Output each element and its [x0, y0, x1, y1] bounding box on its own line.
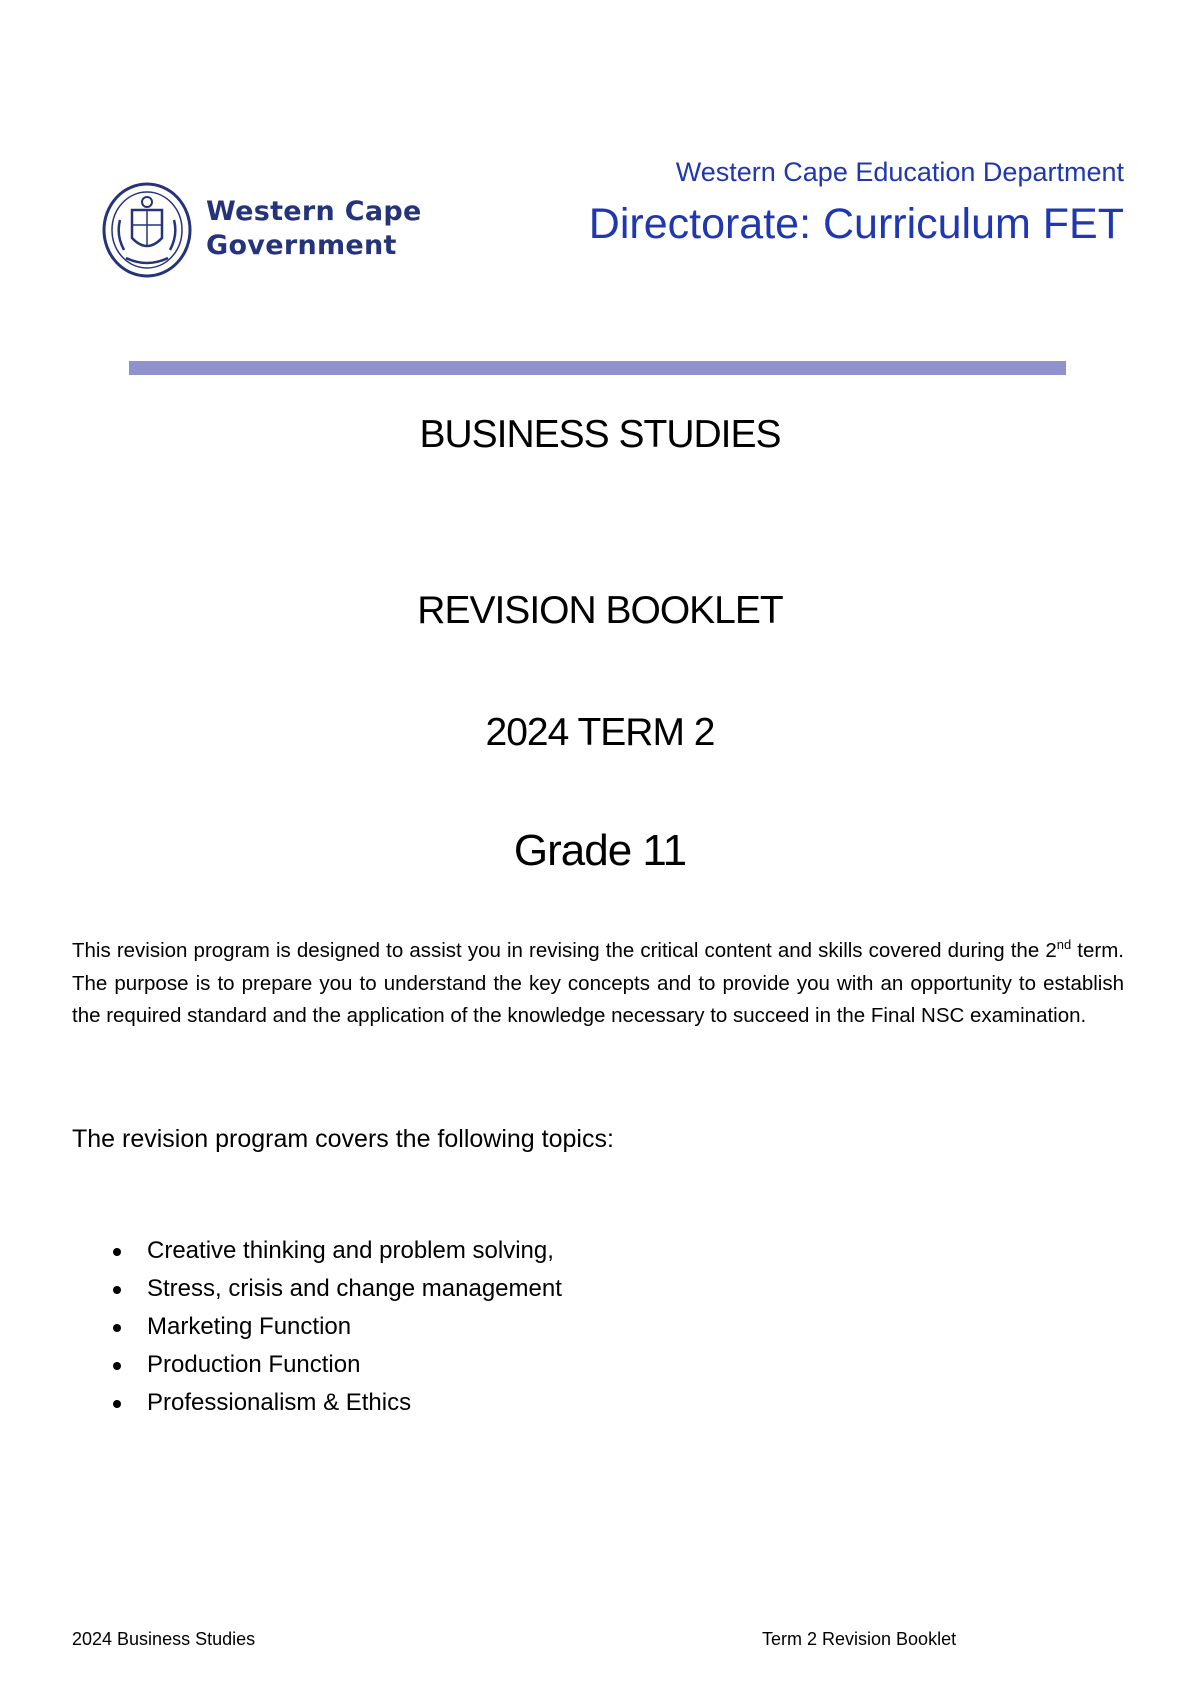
- intro-superscript: nd: [1056, 937, 1072, 953]
- header-divider: [129, 361, 1066, 375]
- footer-left: 2024 Business Studies: [72, 1629, 256, 1649]
- intro-paragraph: [72, 935, 1124, 1033]
- topics-list: [72, 1232, 562, 1422]
- coat-of-arms-icon: [102, 180, 202, 280]
- government-logo: [102, 180, 422, 280]
- topic-label: Production Function: [147, 1351, 361, 1378]
- footer-right: Term 2 Revision Booklet: [762, 1629, 957, 1649]
- bullet-icon: [113, 1324, 121, 1332]
- booklet-title: REVISION BOOKLET: [417, 589, 783, 632]
- logo-text-line2: Government: [206, 230, 397, 261]
- topic-label: Marketing Function: [147, 1313, 352, 1340]
- term-title: 2024 TERM 2: [485, 711, 715, 754]
- bullet-icon: [113, 1362, 121, 1370]
- bullet-icon: [113, 1400, 121, 1408]
- department-name: Western Cape Education Department: [675, 157, 1124, 187]
- list-item: [72, 1270, 562, 1308]
- topic-label: Creative thinking and problem solving,: [147, 1237, 554, 1264]
- intro-text-part2: term. The purpose is to prepare you to understand the key concepts and to provide you with an opportunity to establish the required standard and the application of the knowledge necessary to succeed in the Final NSC examination.: [72, 939, 1124, 1027]
- bullet-icon: [113, 1286, 121, 1294]
- logo-text-line1: Western Cape: [206, 196, 422, 227]
- list-item: [72, 1346, 562, 1384]
- topics-heading: The revision program covers the following topics:: [72, 1125, 614, 1153]
- list-item: [72, 1384, 562, 1422]
- intro-text-part1: This revision program is designed to assist you in revising the critical content and skills covered during the 2: [72, 939, 1057, 962]
- topic-label: Stress, crisis and change management: [147, 1275, 562, 1302]
- bullet-icon: [113, 1248, 121, 1256]
- grade-title: Grade 11: [513, 826, 687, 875]
- subject-title: BUSINESS STUDIES: [419, 413, 781, 456]
- topic-label: Professionalism & Ethics: [147, 1389, 412, 1416]
- list-item: [72, 1232, 562, 1270]
- directorate-title: Directorate: Curriculum FET: [588, 200, 1124, 248]
- list-item: [72, 1308, 562, 1346]
